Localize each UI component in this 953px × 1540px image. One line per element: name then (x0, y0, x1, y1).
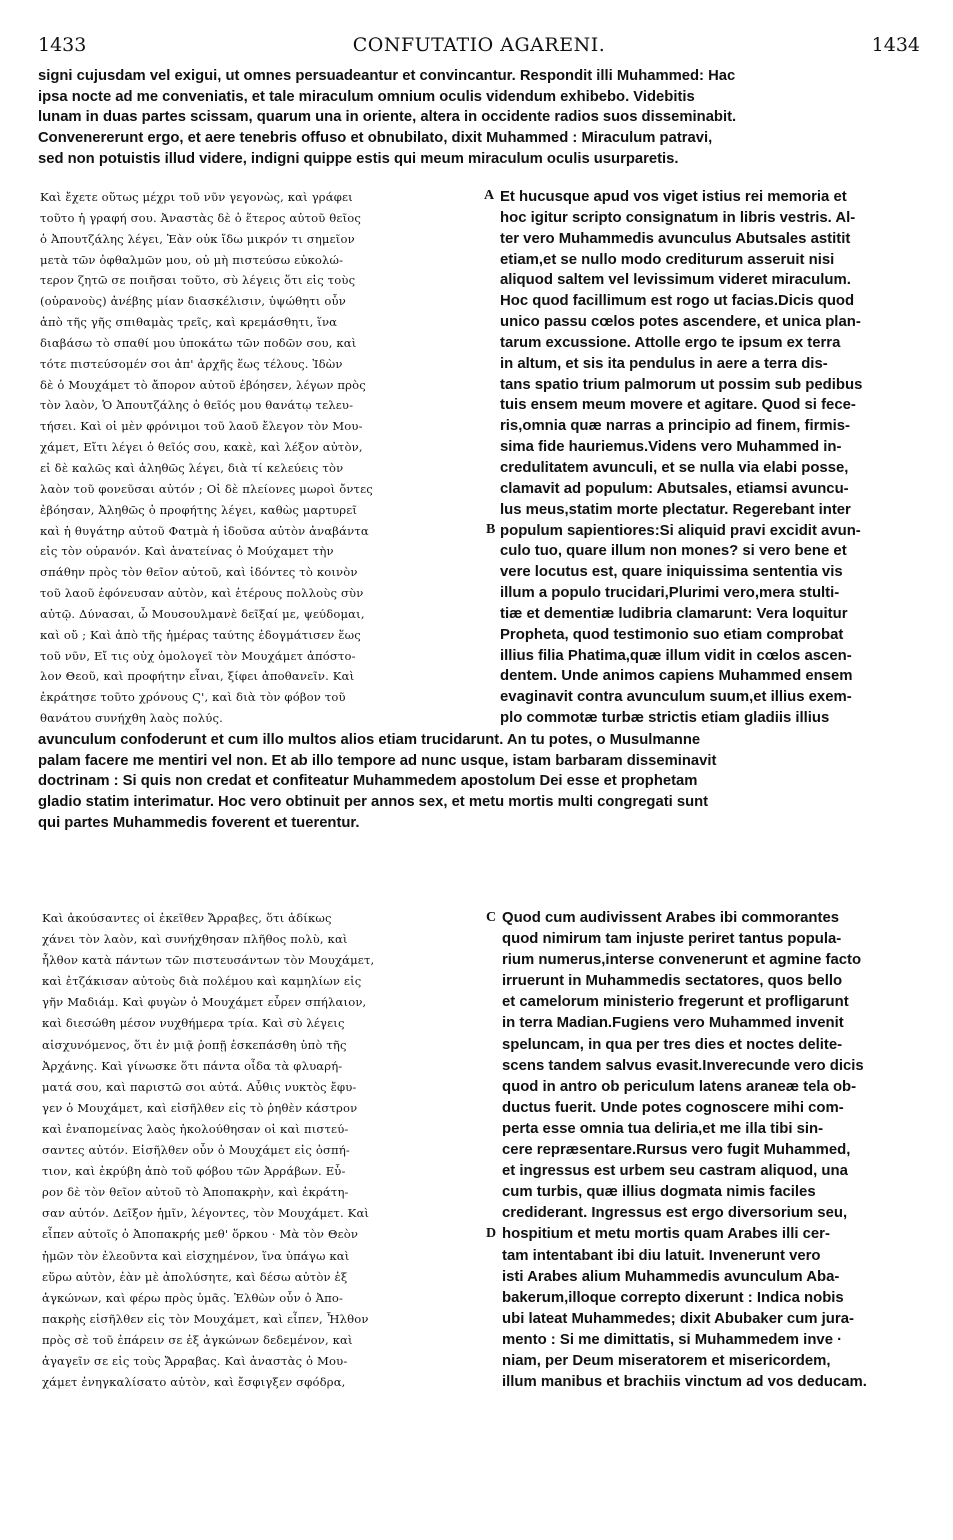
latin-line: hospitium et metu mortis quam Arabes illi cer- (502, 1226, 830, 1243)
greek-line: ἀπὸ τῆς γῆς σπιθαμὰς τρεῖς, καὶ κρεμάσθητι, ἵνα (40, 315, 338, 330)
text-line: qui partes Muhammedis foverent et tuerentur. (38, 814, 360, 831)
latin-line: crediderant. Ingressus est ergo diversorium seu, (502, 1205, 848, 1222)
latin-line: culo tuo, quare illum non mones? si vero bene et (500, 543, 847, 560)
greek-line: Ἀρχάνης. Καὶ γίνωσκε ὅτι πάντα οἶδα τὰ φλυαρή- (42, 1058, 343, 1073)
greek-line: ματά σου, καὶ παριστῶ σοι αὐτά. Αὖθις νυκτὸς ἔφυ- (42, 1079, 357, 1094)
latin-line: ter vero Muhammedis avunculus Abutsales astitit (500, 230, 851, 247)
greek-line: διαβάσω τὸ σπαθί μου ὑποκάτω τῶν ποδῶν σου, καὶ (40, 335, 357, 350)
greek-line: τιον, καὶ ἐκρύβη ἀπὸ τοῦ φόβου τῶν Ἀρράβων. Εὗ- (42, 1164, 346, 1179)
greek-line: λαὸν τοῦ φονεῦσαι αὐτόν ; Οἱ δὲ πλείονες μωροὶ ὄντες (40, 481, 373, 496)
text-line: signi cujusdam vel exigui, ut omnes persuadeantur et convincantur. Respondit illi Muhammed: Hac (38, 68, 736, 84)
greek-line: σπάθην πρὸς τὸν θεῖον αὐτοῦ, καὶ ἰδόντες τὸ κοινὸν (40, 565, 358, 580)
latin-line: cere repræsentare.Rursus vero fugit Muhammed, (502, 1142, 851, 1159)
page-number-right: 1434 (871, 34, 920, 56)
greek-line: (οὐρανοὺς) ἀνέβης μίαν διασκέλισιν, ὑψώθητι οὖν (40, 294, 346, 309)
latin-line: scens tandem salvus evasit.Inverecunde vero dicis (502, 1057, 864, 1074)
greek-line: σαν αὐτόν. Δεῖξον ἡμῖν, λέγοντες, τὸν Μουχάμετ. Καὶ (42, 1206, 370, 1221)
latin-line: et ingressus est urbem seu castram aliquod, una (502, 1163, 848, 1180)
latin-line: tarum excussione. Attolle ergo te ipsum ex terra (500, 334, 841, 351)
latin-line: quod in antro ob periculum latens araneæ tela ob- (502, 1078, 857, 1095)
latin-line: tuis ensem meum movere et agitare. Quod si fece- (500, 397, 856, 414)
greek-line: χάνει τὸν λαὸν, καὶ συνήχθησαν πλῆθος πολὺ, καὶ (42, 932, 348, 947)
text-line: palam facere me mentiri vel non. Et ab illo tempore ad nunc usque, istam barbaram disseminavit (38, 752, 717, 769)
greek-line: πρὸς σὲ τοῦ ἐπάρειν σε ἐξ ἀγκώνων δεδεμένον, καὶ (42, 1332, 353, 1347)
latin-line: Et hucusque apud vos viget istius rei memoria et (500, 189, 847, 205)
greek-line: ἀγκώνων, καὶ φέρω πρὸς ὑμᾶς. Ἐλθὼν οὖν ὁ Ἀπο- (42, 1290, 344, 1305)
page-title: CONFUTATIO AGARENI. (352, 34, 606, 56)
latin-line: rium numerus,interse convenerunt et agmine facto (502, 952, 862, 969)
latin-line: tiæ et dementiæ ludibria clamarunt: Vera loquitur (500, 605, 848, 622)
section2-latin-column (502, 908, 920, 1393)
greek-line: πακρὴς εἰσῆλθεν εἰς τὸν Μουχάμετ, καὶ εἶπεν, Ἦλθον (42, 1311, 369, 1326)
greek-line: τότε πιστεύσομέν σοι ἀπ' ἀρχῆς ἕως τέλους. Ἰδὼν (40, 356, 343, 371)
middle-paragraph (38, 730, 920, 833)
greek-line: τὸν λαὸν, Ὁ Ἀπουτζάλης ὁ θεῖός μου θανάτῳ τελευ- (40, 398, 354, 413)
latin-line: etiam,et se nullo modo crediturum asseruit nisi (500, 251, 835, 268)
greek-line: ἀγαγεῖν σε εἰς τοὺς Ἄρραβας. Καὶ ἀναστὰς ὁ Μου- (42, 1353, 348, 1368)
latin-line: ubi lateat Muhammedes; dixit Abubaker cum jura- (502, 1310, 854, 1327)
page-header (38, 34, 920, 60)
text-line: avunculum confoderunt et cum illo multos alios etiam trucidarunt. An tu potes, o Musulmanne (38, 732, 701, 748)
text-line: sed non potuistis illud videre, indigni quippe estis qui meum miraculum oculis usurparetis. (38, 150, 679, 167)
latin-line: illum manibus et brachiis vinctum ad vos deducam. (502, 1374, 867, 1391)
greek-line: καὶ οὔ ; Καὶ ἀπὸ τῆς ἡμέρας ταύτης ἐδογμάτισεν ἕως (40, 627, 361, 642)
latin-line: cum turbis, quæ illius dogmata nimis faciles (502, 1184, 816, 1201)
latin-line: Propheta, quod testimonio suo etiam comprobat (500, 626, 844, 643)
greek-line: αὐτῷ. Δύνασαι, ὦ Μουσουλμανὲ δεῖξαί με, ψεύδομαι, (40, 606, 365, 621)
latin-line: bakerum,illoque correpto dixerunt : Indica nobis (502, 1289, 844, 1306)
greek-line: γεν ὁ Μουχάμετ, καὶ εἰσῆλθεν εἰς τὸ ῥηθὲν κάστρον (42, 1100, 358, 1115)
greek-line: αἰσχυνόμενος, ὅτι ἐν μιᾷ ῥοπῇ ἐσκεπάσθη ὑπὸ τῆς (42, 1037, 347, 1052)
latin-line: ductus fuerit. Unde potes cognoscere mihi com- (502, 1099, 844, 1116)
latin-line: perta esse omnia tua deliria,et me illa tibi sin- (502, 1120, 824, 1137)
latin-line: niam, per Deum miseratorem et misericordem, (502, 1352, 831, 1369)
latin-line: hoc igitur scripto consignatum in libris vestris. Al- (500, 209, 856, 226)
latin-line: vere locutus est, quare iniquissima sententia vis (500, 564, 843, 581)
section1-greek-column (40, 187, 478, 729)
latin-line: plo commotæ turbæ strictis etiam gladiis illius (500, 710, 830, 727)
margin-marker-c: C (486, 910, 497, 925)
latin-line: lus meus,statim morte plectatur. Regerebant inter (500, 501, 851, 518)
greek-line: ἦλθον κατὰ πάντων τῶν πιστευσάντων τὸν Μουχάμετ, (42, 953, 375, 968)
greek-line: καὶ διεσώθη μέσον νυχθήμερα τρία. Καὶ σὺ λέγεις (42, 1016, 345, 1031)
latin-line: Hoc quod facillimum est rogo ut facias.Dicis quod (500, 293, 855, 310)
greek-line: καὶ ἡ θυγάτηρ αὐτοῦ Φατμὰ ἡ ἰδοῦσα αὐτὸν ἀναβάντα (40, 523, 369, 538)
latin-line: sima fide hauriemus.Videns vero Muhammed in- (500, 439, 842, 456)
greek-line: Καὶ ἔχετε οὕτως μέχρι τοῦ νῦν γεγονὼς, καὶ γράφει (40, 190, 353, 204)
latin-line: in terra Madian.Fugiens vero Muhammed invenit (502, 1015, 844, 1032)
text-line: ipsa nocte ad me conveniatis, et tale miraculum omnium oculis videndum exhibebo. Videbitis (38, 88, 695, 105)
latin-line: in altum, et sis ita pendulus in aere a terra dis- (500, 355, 828, 372)
latin-line: aliquod saltem vel levissimum videret miraculum. (500, 272, 851, 289)
latin-line: evaginavit contra avunculum suum,et illius exem- (500, 689, 852, 706)
greek-line: εἰ δὲ καλῶς καὶ ἀληθῶς λέγει, διὰ τί κελεύεις τὸν (40, 460, 344, 475)
text-line: doctrinam : Si quis non credat et confiteatur Muhammedem apostolum Dei esse et prophetam (38, 773, 698, 790)
latin-line: tam intentabant ibi diu latuit. Invenerunt vero (502, 1247, 821, 1264)
latin-line: Quod cum audivissent Arabes ibi commorantes (502, 910, 840, 926)
greek-line: τοῦτο ἡ γραφή σου. Ἀναστὰς δὲ ὁ ἕτερος αὐτοῦ θεῖος (40, 210, 362, 225)
latin-line: irruerunt in Muhammedis sectatores, quos bello (502, 973, 843, 990)
latin-line: ris,omnia quæ narras a principio ad finem, firmis- (500, 418, 851, 435)
greek-line: εὕρω αὐτὸν, ἐὰν μὲ ἀπολύσητε, καὶ δέσω αὐτὸν ἐξ (42, 1269, 348, 1284)
greek-line: λον Θεοῦ, καὶ προφήτην εἶναι, ξίφει ἀποθανεῖν. Καὶ (40, 669, 355, 684)
latin-line: illius filia Phatima,quæ illum vidit in cœlos ascen- (500, 647, 852, 664)
text-line: gladio statim interimatur. Hoc vero obtinuit per annos sex, et metu mortis multi congregati sunt (38, 794, 709, 811)
section2-greek-column (42, 908, 478, 1393)
latin-line: speluncam, in qua per tres dies et noctes delite- (502, 1036, 843, 1053)
greek-line: δὲ ὁ Μουχάμετ τὸ ἄπορον αὐτοῦ ἐβόησεν, λέγων πρὸς (40, 377, 366, 392)
latin-line: populum sapientiores:Si aliquid pravi excidit avun- (500, 522, 861, 539)
page-number-left: 1433 (38, 34, 87, 56)
margin-marker-d: D (486, 1226, 497, 1241)
latin-line: mento : Si me dimittatis, si Muhammedem inve · (502, 1331, 843, 1348)
latin-line: illum a populo trucidari,Plurimi vero,mera stulti- (500, 585, 840, 602)
greek-line: ἡμῶν τὸν ἐλεοῦντα καὶ εἰσχημένον, ἵνα ὑπάγω καὶ (42, 1248, 350, 1263)
greek-line: χάμετ, Εἴτι λέγει ὁ θεῖός σου, κακὲ, καὶ λέξον αὐτὸν, (40, 440, 363, 455)
text-line: Convenererunt ergo, et aere tenebris offuso et obnubilato, dixit Muhammed : Miraculum patravi, (38, 130, 713, 147)
greek-line: τερον ζητῶ σε ποιῆσαι τοῦτο, σὺ λέγεις ὅτι εἰς τοὺς (40, 273, 356, 288)
greek-line: εἰς τὸν οὐρανόν. Καὶ ἀνατείνας ὁ Μούχαμετ τὴν (40, 544, 334, 559)
latin-line: isti Arabes alium Muhammedis avunculum Aba- (502, 1268, 840, 1285)
latin-line: et camelorum ministerio fregerunt et profligarunt (502, 994, 849, 1011)
greek-line: σαντες αὐτόν. Εἰσῆλθεν οὖν ὁ Μουχάμετ εἰς ὁσπή- (42, 1143, 350, 1158)
latin-line: credulitatem avunculi, et se nulla via elabi posse, (500, 459, 849, 476)
margin-marker-b: B (486, 522, 496, 537)
text-line: lunam in duas partes scissam, quarum una in oriente, altera in occidente radios suos disseminabit. (38, 109, 737, 126)
greek-line: καὶ ἐναπομείνας λαὸς ἠκολούθησαν οἱ καὶ πιστεύ- (42, 1121, 349, 1136)
greek-line: μετὰ τῶν ὀφθαλμῶν μου, οὐ μὴ πιστεύσω εὐκολώ- (40, 252, 344, 267)
top-paragraph (38, 66, 920, 169)
section1-latin-column (500, 187, 920, 729)
greek-line: Καὶ ἀκούσαντες οἱ ἐκεῖθεν Ἄρραβες, ὅτι ἀδίκως (42, 911, 332, 925)
greek-line: καὶ ἐτζάκισαν αὐτοὺς διὰ πολέμου καὶ καμηλίων εἰς (42, 974, 362, 989)
margin-marker-a: A (484, 188, 495, 203)
latin-line: quod nimirum tam injuste periret tantus popula- (502, 931, 842, 948)
latin-line: tans spatio trium palmorum ut possim sub pedibus (500, 376, 863, 393)
greek-line: ἐκράτησε τοῦτο χρόνους Ϛ', καὶ διὰ τὸν φόβον τοῦ (40, 690, 346, 705)
latin-line: clamavit ad populum: Abutsales, etiamsi avuncu- (500, 480, 849, 497)
greek-line: ἐβόησαν, Ἀληθῶς ὁ προφήτης λέγει, καθὼς μαρτυρεῖ (40, 502, 358, 517)
greek-line: ὁ Ἀπουτζάλης λέγει, Ἐὰν οὐκ ἴδω μικρόν τι σημεῖον (40, 231, 355, 246)
greek-line: τήσει. Καὶ οἱ μὲν φρόνιμοι τοῦ λαοῦ ἔλεγον τὸν Μου- (40, 419, 363, 434)
greek-line: τοῦ λαοῦ ἐφόνευσαν αὐτὸν, καὶ ἑτέρους πολλοὺς σὺν (40, 586, 364, 601)
greek-line: εἶπεν αὐτοῖς ὁ Ἀποπακρής μεθ' ὅρκου · Μὰ τὸν Θεὸν (42, 1227, 359, 1242)
greek-line: τοῦ νῦν, Εἴ τις οὐχ ὁμολογεῖ τὸν Μουχάμετ ἀπόστο- (40, 648, 356, 663)
latin-line: dentem. Unde animos capiens Muhammed ensem (500, 668, 853, 685)
page (38, 0, 920, 1540)
greek-line: χάμετ ἐνηγκαλίσατο αὐτὸν, καὶ ἔσφιγξεν σφόδρα, (42, 1375, 346, 1390)
greek-line: ρον δὲ τὸν θεῖον αὐτοῦ τὸ Ἀποπακρὴν, καὶ ἐκράτη- (42, 1185, 349, 1200)
greek-line: γῆν Μαδιάμ. Καὶ φυγὼν ὁ Μουχάμετ εὗρεν σπήλαιον, (42, 995, 367, 1010)
latin-line: unico passu cœlos potes ascendere, et unica plan- (500, 314, 861, 331)
greek-line: θανάτου συνήχθη λαὸς πολύς. (40, 711, 223, 726)
